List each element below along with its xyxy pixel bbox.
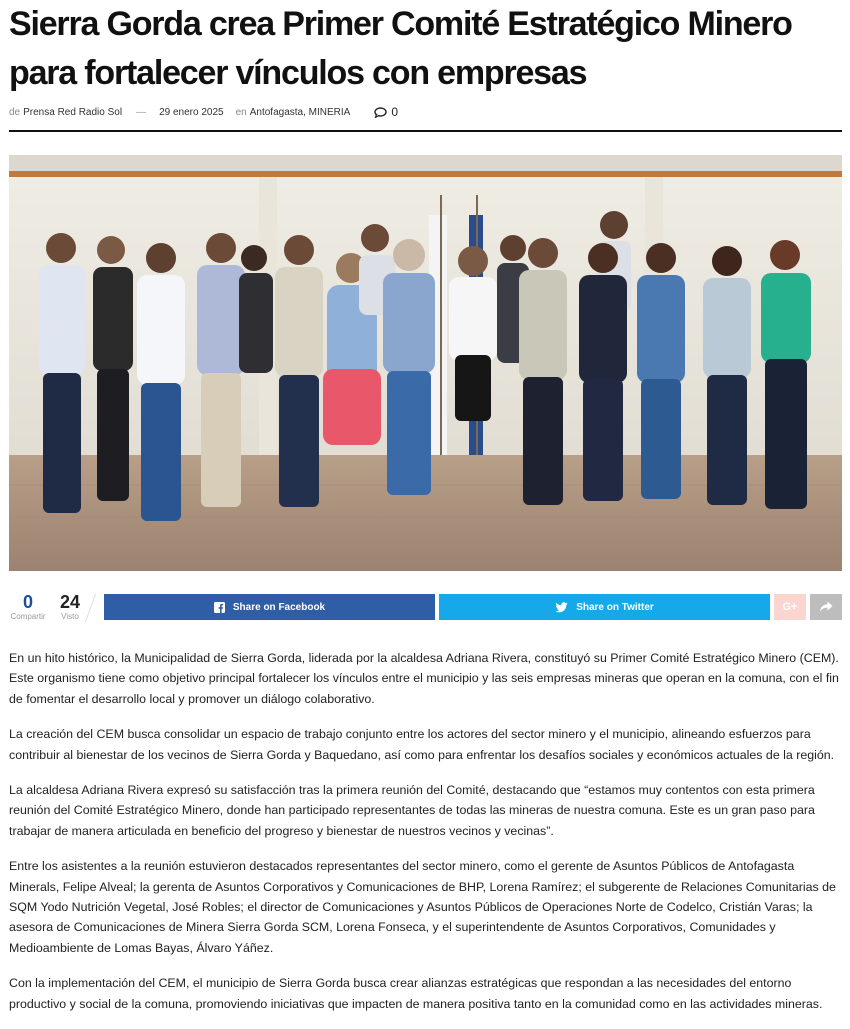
share-twitter-label: Share on Twitter xyxy=(576,601,654,613)
views-stat xyxy=(54,592,86,622)
views-label: Visto xyxy=(61,612,79,621)
share-more-button[interactable] xyxy=(810,594,842,620)
article-paragraph: La alcaldesa Adriana Rivera expresó su satisfacción tras la primera reunión del Comité, destacando que “estamos muy contentos con esta primera reunión del Comité Estratégico Minero, donde han participado representantes de todas las mineras de nuestra comuna. Este es un gran paso para trabajar de manera articulada en beneficio del progreso y bienestar de nuestros vecinos y vecinas”. xyxy=(9,783,815,838)
article-paragraph: Entre los asistentes a la reunión estuvieron destacados representantes del sector minero, como el gerente de Asuntos Públicos de Antofagasta Minerals, Felipe Alveal; la gerenta de Asuntos Corporativos y Comunicaciones de BHP, Lorena Ramírez; el subgerente de Relaciones Comunitarias de SQM Yodo Nutrición Vegetal, José Robles; el director de Comunicaciones y Asuntos Públicos de Operaciones Norte de Codelco, Cristián Varas; la asesora de Comunicaciones de Minera Sierra Gorda SCM, Lorena Fonseca, y el superintendente de Asuntos Corporativos, Comunidades y Medioambiente de Lomas Bayas, Álvaro Yáñez. xyxy=(9,859,836,955)
article-meta xyxy=(9,103,398,121)
article-paragraph: La creación del CEM busca consolidar un espacio de trabajo conjunto entre los actores del sector minero y el municipio, alineando esfuerzos para contribuir al bienestar de los vecinos de Sierra Gorda y Baquedano, así como para enfrentar los desafíos sociales y económicos actuales de la región. xyxy=(9,727,835,762)
title-divider xyxy=(9,130,842,132)
publish-date[interactable]: 29 enero 2025 xyxy=(159,106,224,118)
shares-stat xyxy=(8,592,48,622)
share-facebook-label: Share on Facebook xyxy=(232,601,326,613)
stats-divider xyxy=(85,594,96,622)
share-twitter-button[interactable] xyxy=(439,594,770,620)
category-links[interactable]: Antofagasta, MINERIA xyxy=(249,106,351,118)
comment-count: 0 xyxy=(391,105,399,119)
author-link[interactable]: Prensa Red Radio Sol xyxy=(23,106,123,118)
share-bar xyxy=(0,590,850,626)
featured-photo xyxy=(9,155,842,571)
article-paragraph: En un hito histórico, la Municipalidad de Sierra Gorda, liderada por la alcaldesa Adriana Rivera, constituyó su Primer Comité Estratégico Minero (CEM). Este organismo tiene como objetivo principal fortalecer los vínculos entre el municipio y las seis empresas mineras que operan en la comuna, con el fin de fomentar el desarrollo local y promover un diálogo colaborativo. xyxy=(9,651,839,706)
comment-icon xyxy=(374,107,387,118)
meta-separator: — xyxy=(136,106,147,118)
googleplus-icon: G+ xyxy=(782,601,798,613)
share-facebook-button[interactable] xyxy=(104,594,435,620)
article-paragraph: Con la implementación del CEM, el municipio de Sierra Gorda busca crear alianzas estratégicas que respondan a las necesidades del entorno productivo y social de la comuna, promoviendo iniciativas que impacten de manera positiva tanto en la comunidad como en las actividades mineras. xyxy=(9,976,823,1011)
twitter-icon xyxy=(555,602,568,613)
article-title: Sierra Gorda crea Primer Comité Estratégico Minero para fortalecer vínculos con empresas xyxy=(9,5,792,92)
facebook-icon xyxy=(214,602,225,613)
share-googleplus-button[interactable] xyxy=(774,594,806,620)
author-prefix: de xyxy=(9,106,21,118)
shares-label: Compartir xyxy=(10,612,46,621)
article-body xyxy=(9,648,842,1029)
views-count: 24 xyxy=(59,592,81,612)
category-prefix: en xyxy=(235,106,247,118)
comments-link[interactable] xyxy=(374,105,398,119)
shares-count: 0 xyxy=(22,592,33,612)
share-arrow-icon xyxy=(819,601,833,613)
